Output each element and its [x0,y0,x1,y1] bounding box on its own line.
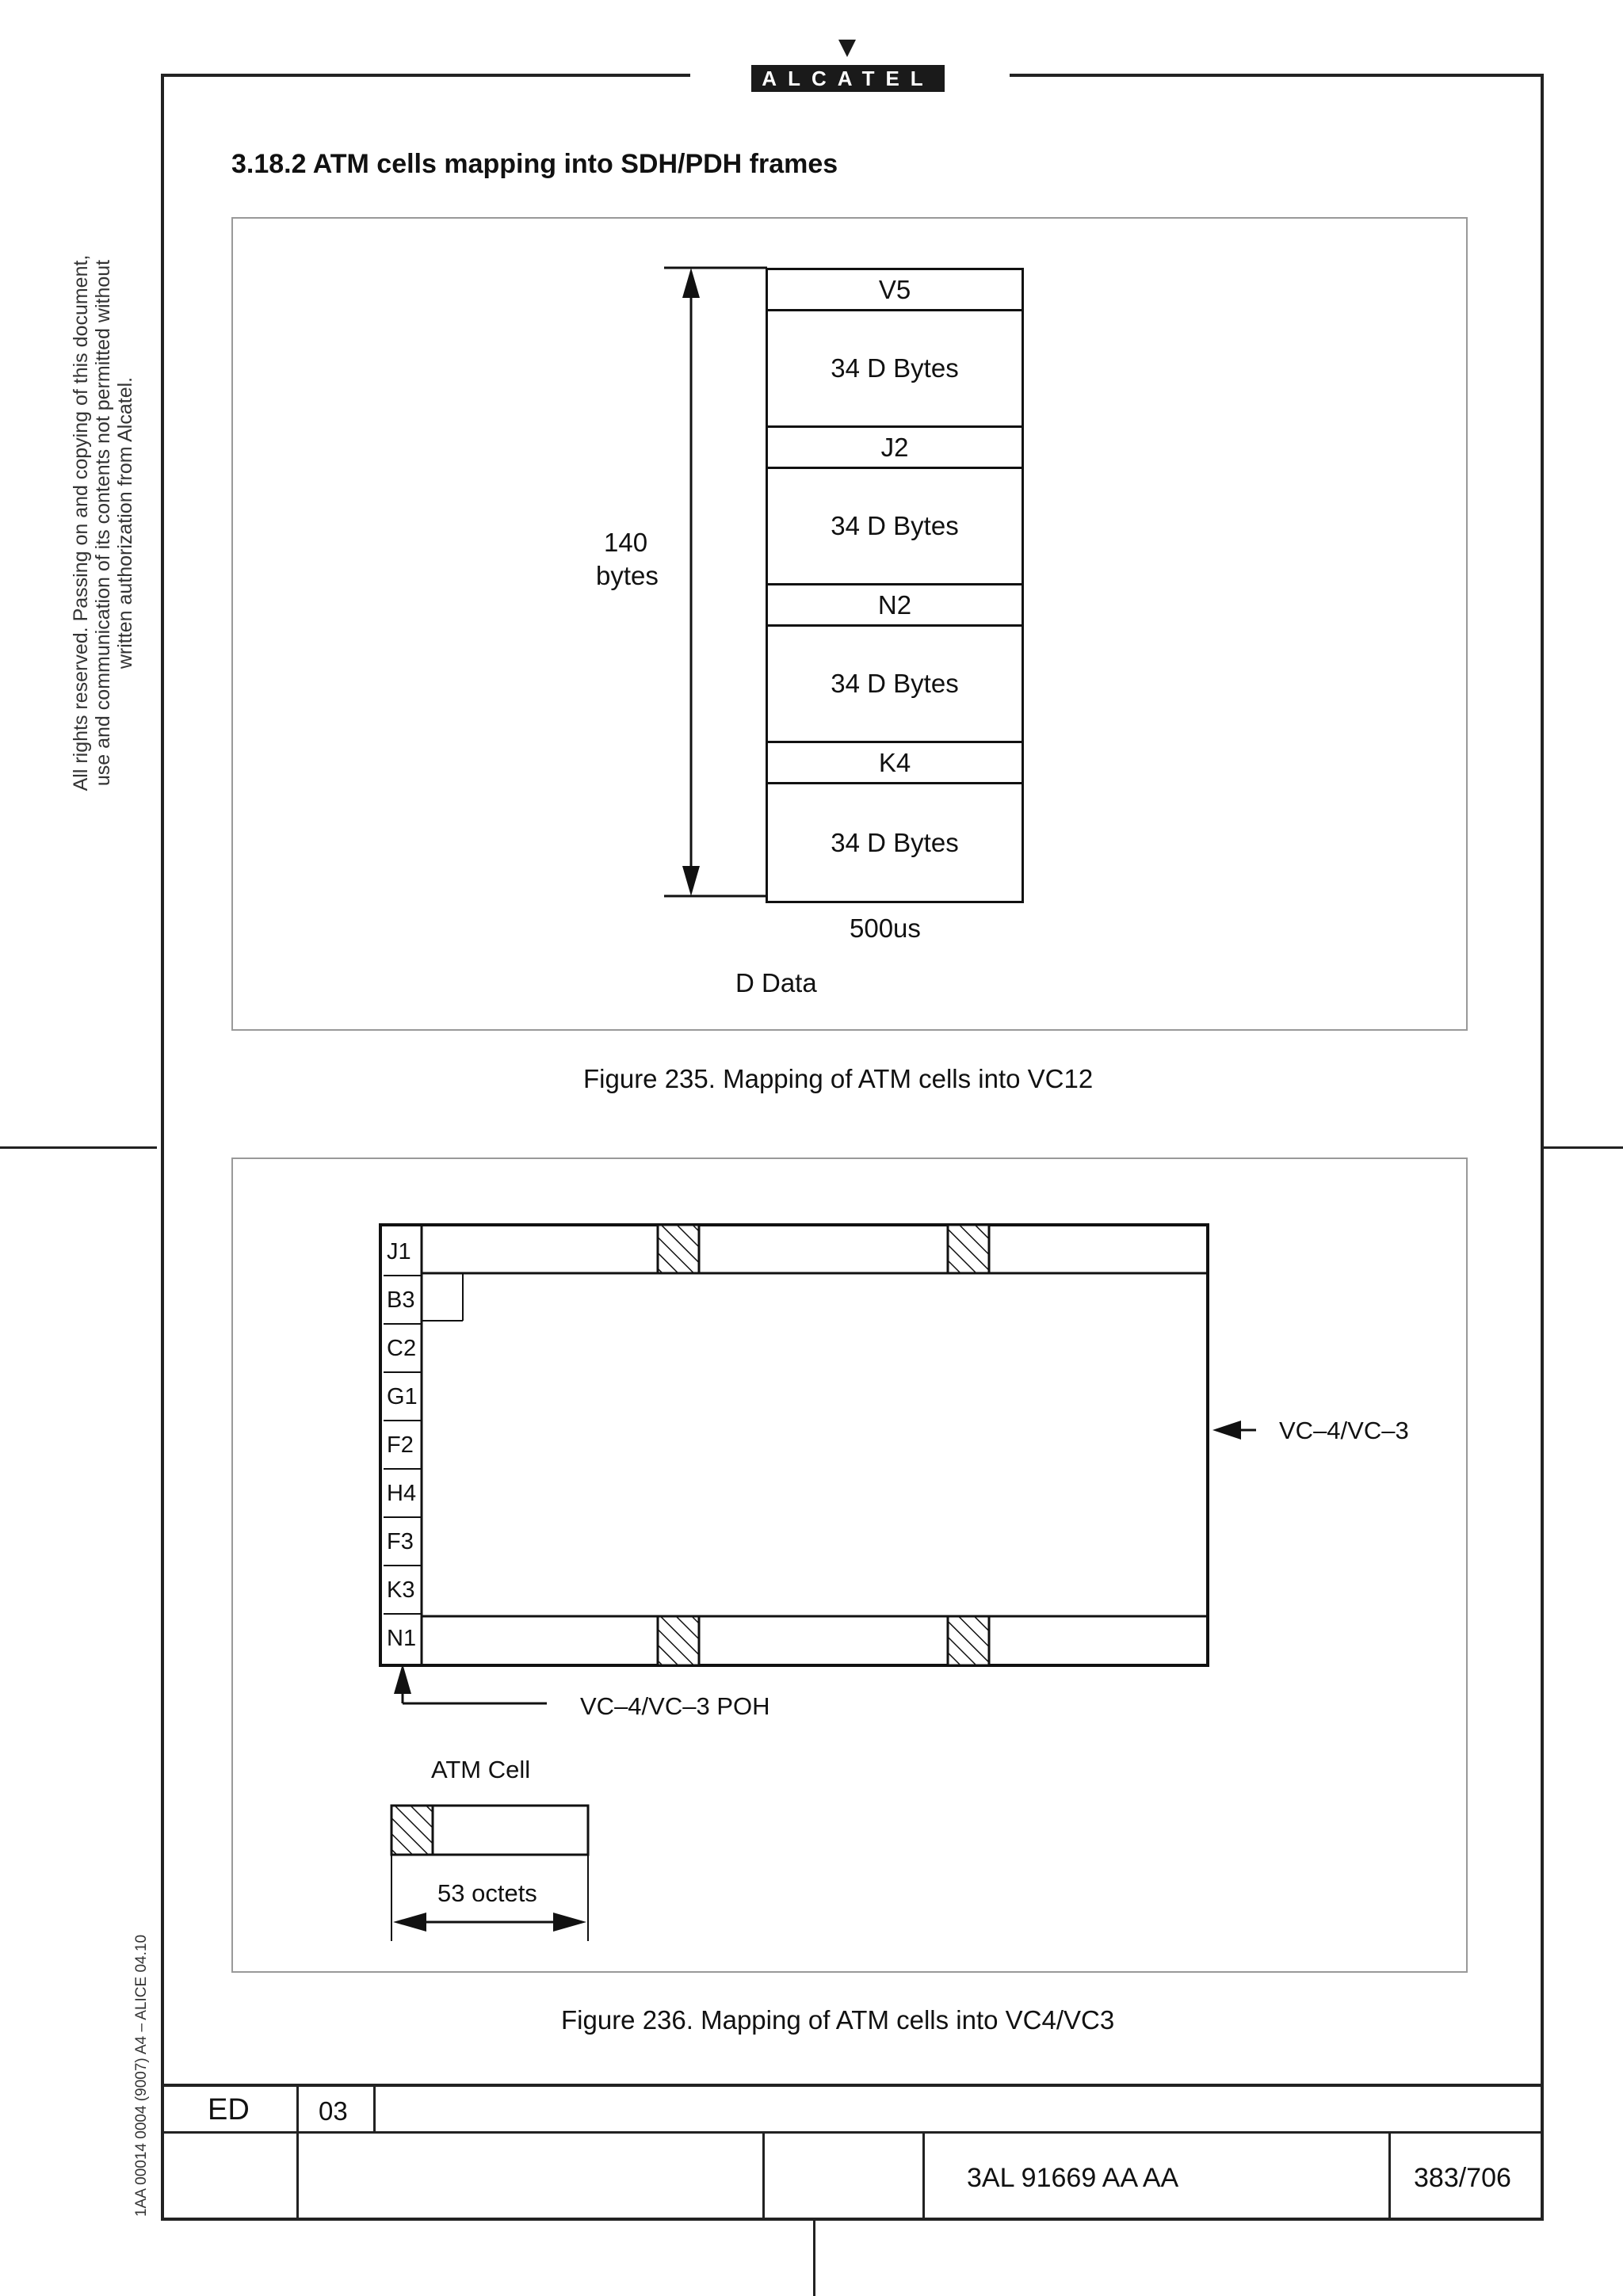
poh-byte: C2 [384,1325,422,1373]
edition-label: ED [208,2093,250,2126]
document-form-code: 1AA 00014 0004 (9007) A4 – ALICE 04.10 [133,1934,150,2217]
figure-236-caption: Figure 236. Mapping of ATM cells into VC4/VC3 [561,2005,1115,2035]
poh-byte: F2 [384,1421,422,1470]
poh-label: VC–4/VC–3 POH [580,1692,770,1720]
footer-bottom-border [161,2218,1544,2221]
footer-top-border [161,2084,1544,2087]
poh-byte: F3 [384,1518,422,1566]
time-label: 500us [850,913,921,943]
octets-label: 53 octets [437,1879,537,1907]
atm-cell-legend-header [391,1806,433,1855]
vc4-frame-outline [380,1225,1208,1665]
atm-cell-label: ATM Cell [431,1756,531,1783]
atm-cell-hatched [948,1225,989,1273]
poh-byte-column [384,1228,422,1662]
poh-arrow-icon [394,1664,411,1694]
page-number: 383/706 [1414,2163,1511,2193]
dimension-unit: bytes [596,561,659,590]
poh-byte: H4 [384,1470,422,1518]
document-number: 3AL 91669 AA AA [967,2163,1179,2193]
vc4-frame-label: VC–4/VC–3 [1279,1417,1409,1444]
octets-arrow-right-icon [553,1913,586,1932]
atm-cell-hatched [658,1616,699,1665]
atm-cell-hatched [658,1225,699,1273]
vc12-row-j2: J2 [768,428,1022,469]
data-label: D Data [735,968,817,997]
footer-divider [922,2131,925,2220]
vc12-row-data: 34 D Bytes [768,469,1022,585]
vc12-row-n2: N2 [768,585,1022,627]
poh-byte: K3 [384,1566,422,1615]
alcatel-logo: ALCATEL [751,65,945,92]
poh-byte: G1 [384,1373,422,1421]
figure-235-caption: Figure 235. Mapping of ATM cells into VC12 [583,1064,1094,1093]
frame-arrow-icon [1212,1421,1241,1440]
dimension-value: 140 [604,528,648,557]
section-title: 3.18.2 ATM cells mapping into SDH/PDH frames [231,149,838,179]
poh-byte: B3 [384,1276,422,1325]
vc12-row-data: 34 D Bytes [831,827,959,857]
footer-mid-border [161,2131,1544,2134]
vc12-row-data: 34 D Bytes [768,311,1022,428]
poh-byte: J1 [384,1228,422,1276]
footer-divider [762,2131,765,2220]
poh-byte: N1 [387,1626,417,1651]
copyright-notice: All rights reserved. Passing on and copying of this document, use and communication of its contents not permitted without written authorization from Alcatel. [70,254,136,791]
vc12-row-data: 34 D Bytes [768,627,1022,743]
edition-value: 03 [319,2096,348,2126]
footer-divider [373,2084,376,2133]
octets-arrow-left-icon [393,1913,426,1932]
atm-cell-hatched [948,1616,989,1665]
footer-divider [296,2084,299,2220]
footer-divider [1388,2131,1391,2220]
vc12-row-k4: K4 [768,743,1022,784]
vc12-row-v5: V5 [768,270,1022,311]
